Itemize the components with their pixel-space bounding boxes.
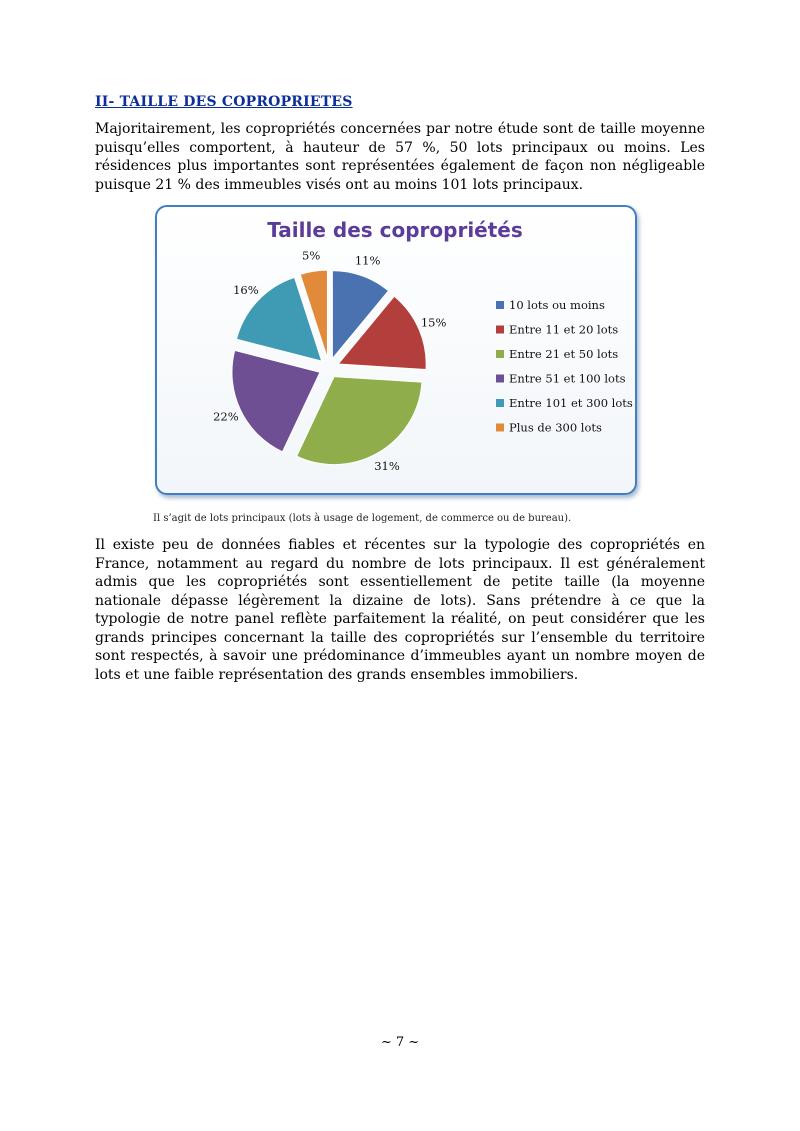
- legend-swatch: [496, 424, 504, 432]
- pie-chart-frame: [155, 205, 637, 495]
- pie-chart: [157, 207, 635, 493]
- section-heading: II- TAILLE DES COPROPRIETES: [95, 94, 353, 110]
- slice-percent-label: 5%: [302, 248, 321, 263]
- legend-label: Entre 101 et 300 lots: [509, 396, 633, 410]
- legend-swatch: [496, 399, 504, 407]
- slice-percent-label: 16%: [233, 282, 259, 297]
- slice-percent-label: 15%: [420, 315, 447, 330]
- legend-label: Entre 11 et 20 lots: [509, 322, 619, 337]
- slice-percent-label: 22%: [213, 409, 239, 424]
- legend-label: 10 lots ou moins: [509, 298, 605, 312]
- page-number: ~ 7 ~: [380, 1035, 420, 1050]
- chart-caption: Il s’agit de lots principaux (lots à usage de logement, de commerce ou de bureau).: [153, 513, 572, 524]
- legend-label: Entre 51 et 100 lots: [509, 371, 626, 386]
- legend-swatch: [496, 350, 504, 358]
- intro-paragraph: Majoritairement, les copropriétés concernées par notre étude sont de taille moyenne puisqu’elles comportent, à hauteur de 57 %, 50 lots principaux ou moins. Les résidences plus importantes sont représentées également de façon non négligeable puisque 21 % des immeubles visés ont au moins 101 lots principaux.: [95, 121, 705, 193]
- legend-swatch: [496, 301, 504, 309]
- slice-percent-label: 31%: [374, 459, 400, 474]
- legend-label: Plus de 300 lots: [509, 420, 602, 435]
- slice-percent-label: 11%: [354, 253, 381, 268]
- chart-legend: [496, 298, 633, 435]
- pie-slice: [297, 377, 422, 465]
- pie-slices: [232, 270, 426, 464]
- chart-title: Taille des copropriétés: [267, 218, 523, 242]
- legend-swatch: [496, 375, 504, 383]
- body-paragraph: Il existe peu de données fiables et récentes sur la typologie des copropriétés en France, notamment au regard du nombre de lots principaux. Il est généralement admis que les copropriétés sont essentiellement de petite taille (la moyenne nationale dépasse légèrement la dizaine de lots). Sans prétendre à ce que la typologie de notre panel reflète parfaitement la réalité, on peut considérer que les grands principes concernant la taille des copropriétés sur l’ensemble du territoire sont respectés, à savoir une prédominance d’immeubles ayant un nombre moyen de lots et une faible représentation des grands ensembles immobiliers.: [95, 537, 705, 683]
- legend-swatch: [496, 326, 504, 334]
- legend-label: Entre 21 et 50 lots: [509, 347, 619, 361]
